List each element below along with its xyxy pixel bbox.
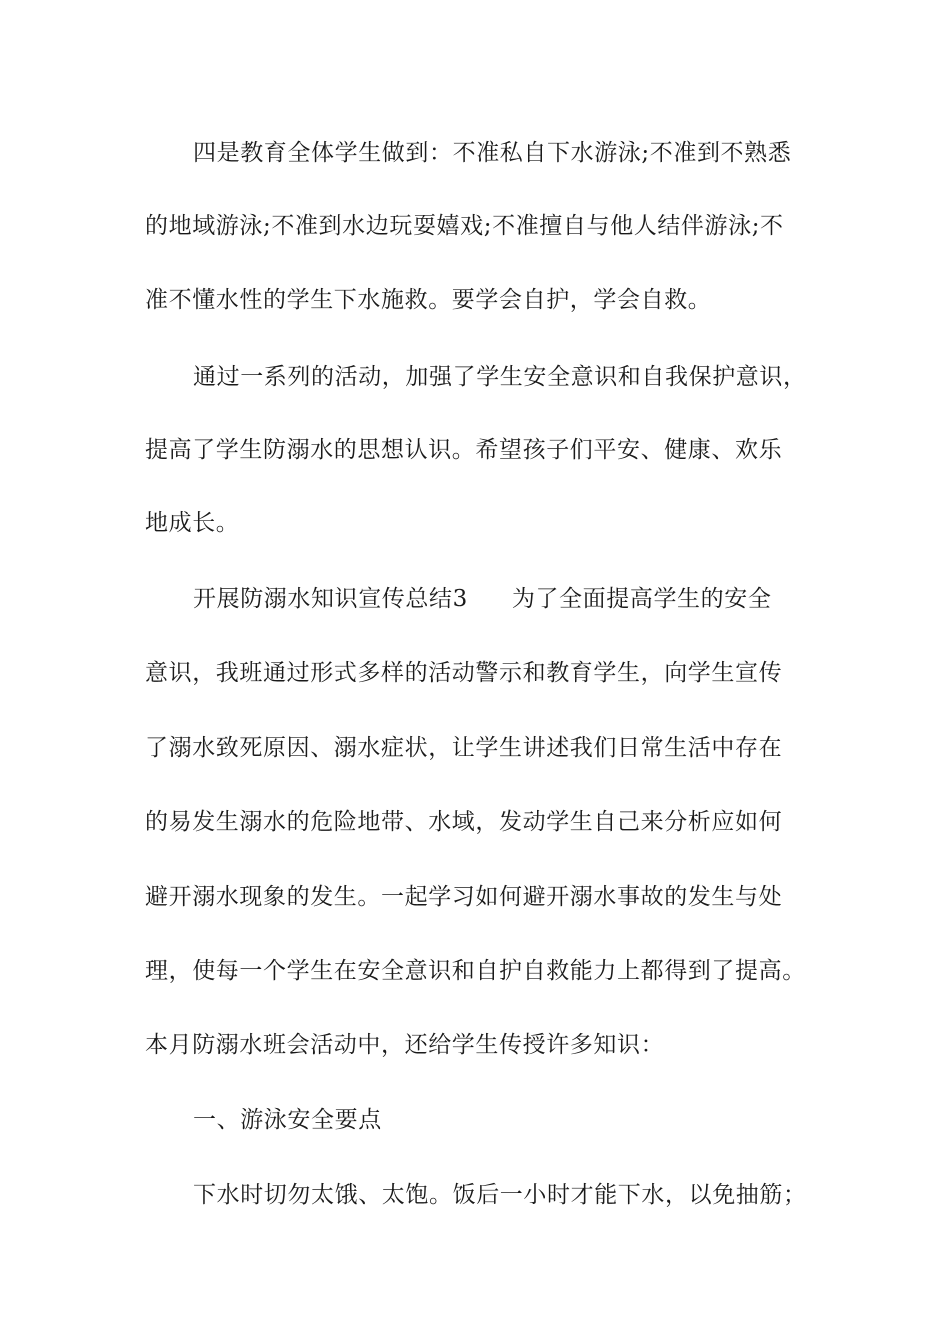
text-line: 通过一系列的活动，加强了学生安全意识和自我保护意识， (193, 364, 807, 390)
text-line: 本月防溺水班会活动中，还给学生传授许多知识： (145, 1032, 665, 1058)
subheading-line: 一、游泳安全要点 (193, 1107, 382, 1133)
text-line: 地成长。 (145, 510, 240, 536)
text-line: 下水时切勿太饿、太饱。饭后一小时才能下水，以免抽筋； (193, 1182, 807, 1208)
text-line: 准不懂水性的学生下水施救。要学会自护，学会自救。 (145, 287, 712, 313)
section-heading-line (193, 579, 893, 619)
text-line: 避开溺水现象的发生。一起学习如何避开溺水事故的发生与处 (145, 884, 783, 910)
text-line: 的地域游泳;不准到水边玩耍嬉戏;不准擅自与他人结伴游泳;不 (145, 213, 784, 239)
text-line: 提高了学生防溺水的思想认识。希望孩子们平安、健康、欢乐 (145, 437, 783, 463)
text-segment: 为了全面提高学生的安全 (511, 586, 772, 612)
text-line: 四是教育全体学生做到：不准私自下水游泳;不准到不熟悉 (193, 140, 792, 166)
text-line: 的易发生溺水的危险地带、水域，发动学生自己来分析应如何 (145, 809, 783, 835)
text-line: 了溺水致死原因、溺水症状，让学生讲述我们日常生活中存在 (145, 735, 783, 761)
text-line: 意识，我班通过形式多样的活动警示和教育学生，向学生宣传 (145, 660, 783, 686)
text-line: 理，使每一个学生在安全意识和自护自救能力上都得到了提高。 (145, 958, 806, 984)
section-heading: 开展防溺水知识宣传总结3 (193, 586, 468, 612)
